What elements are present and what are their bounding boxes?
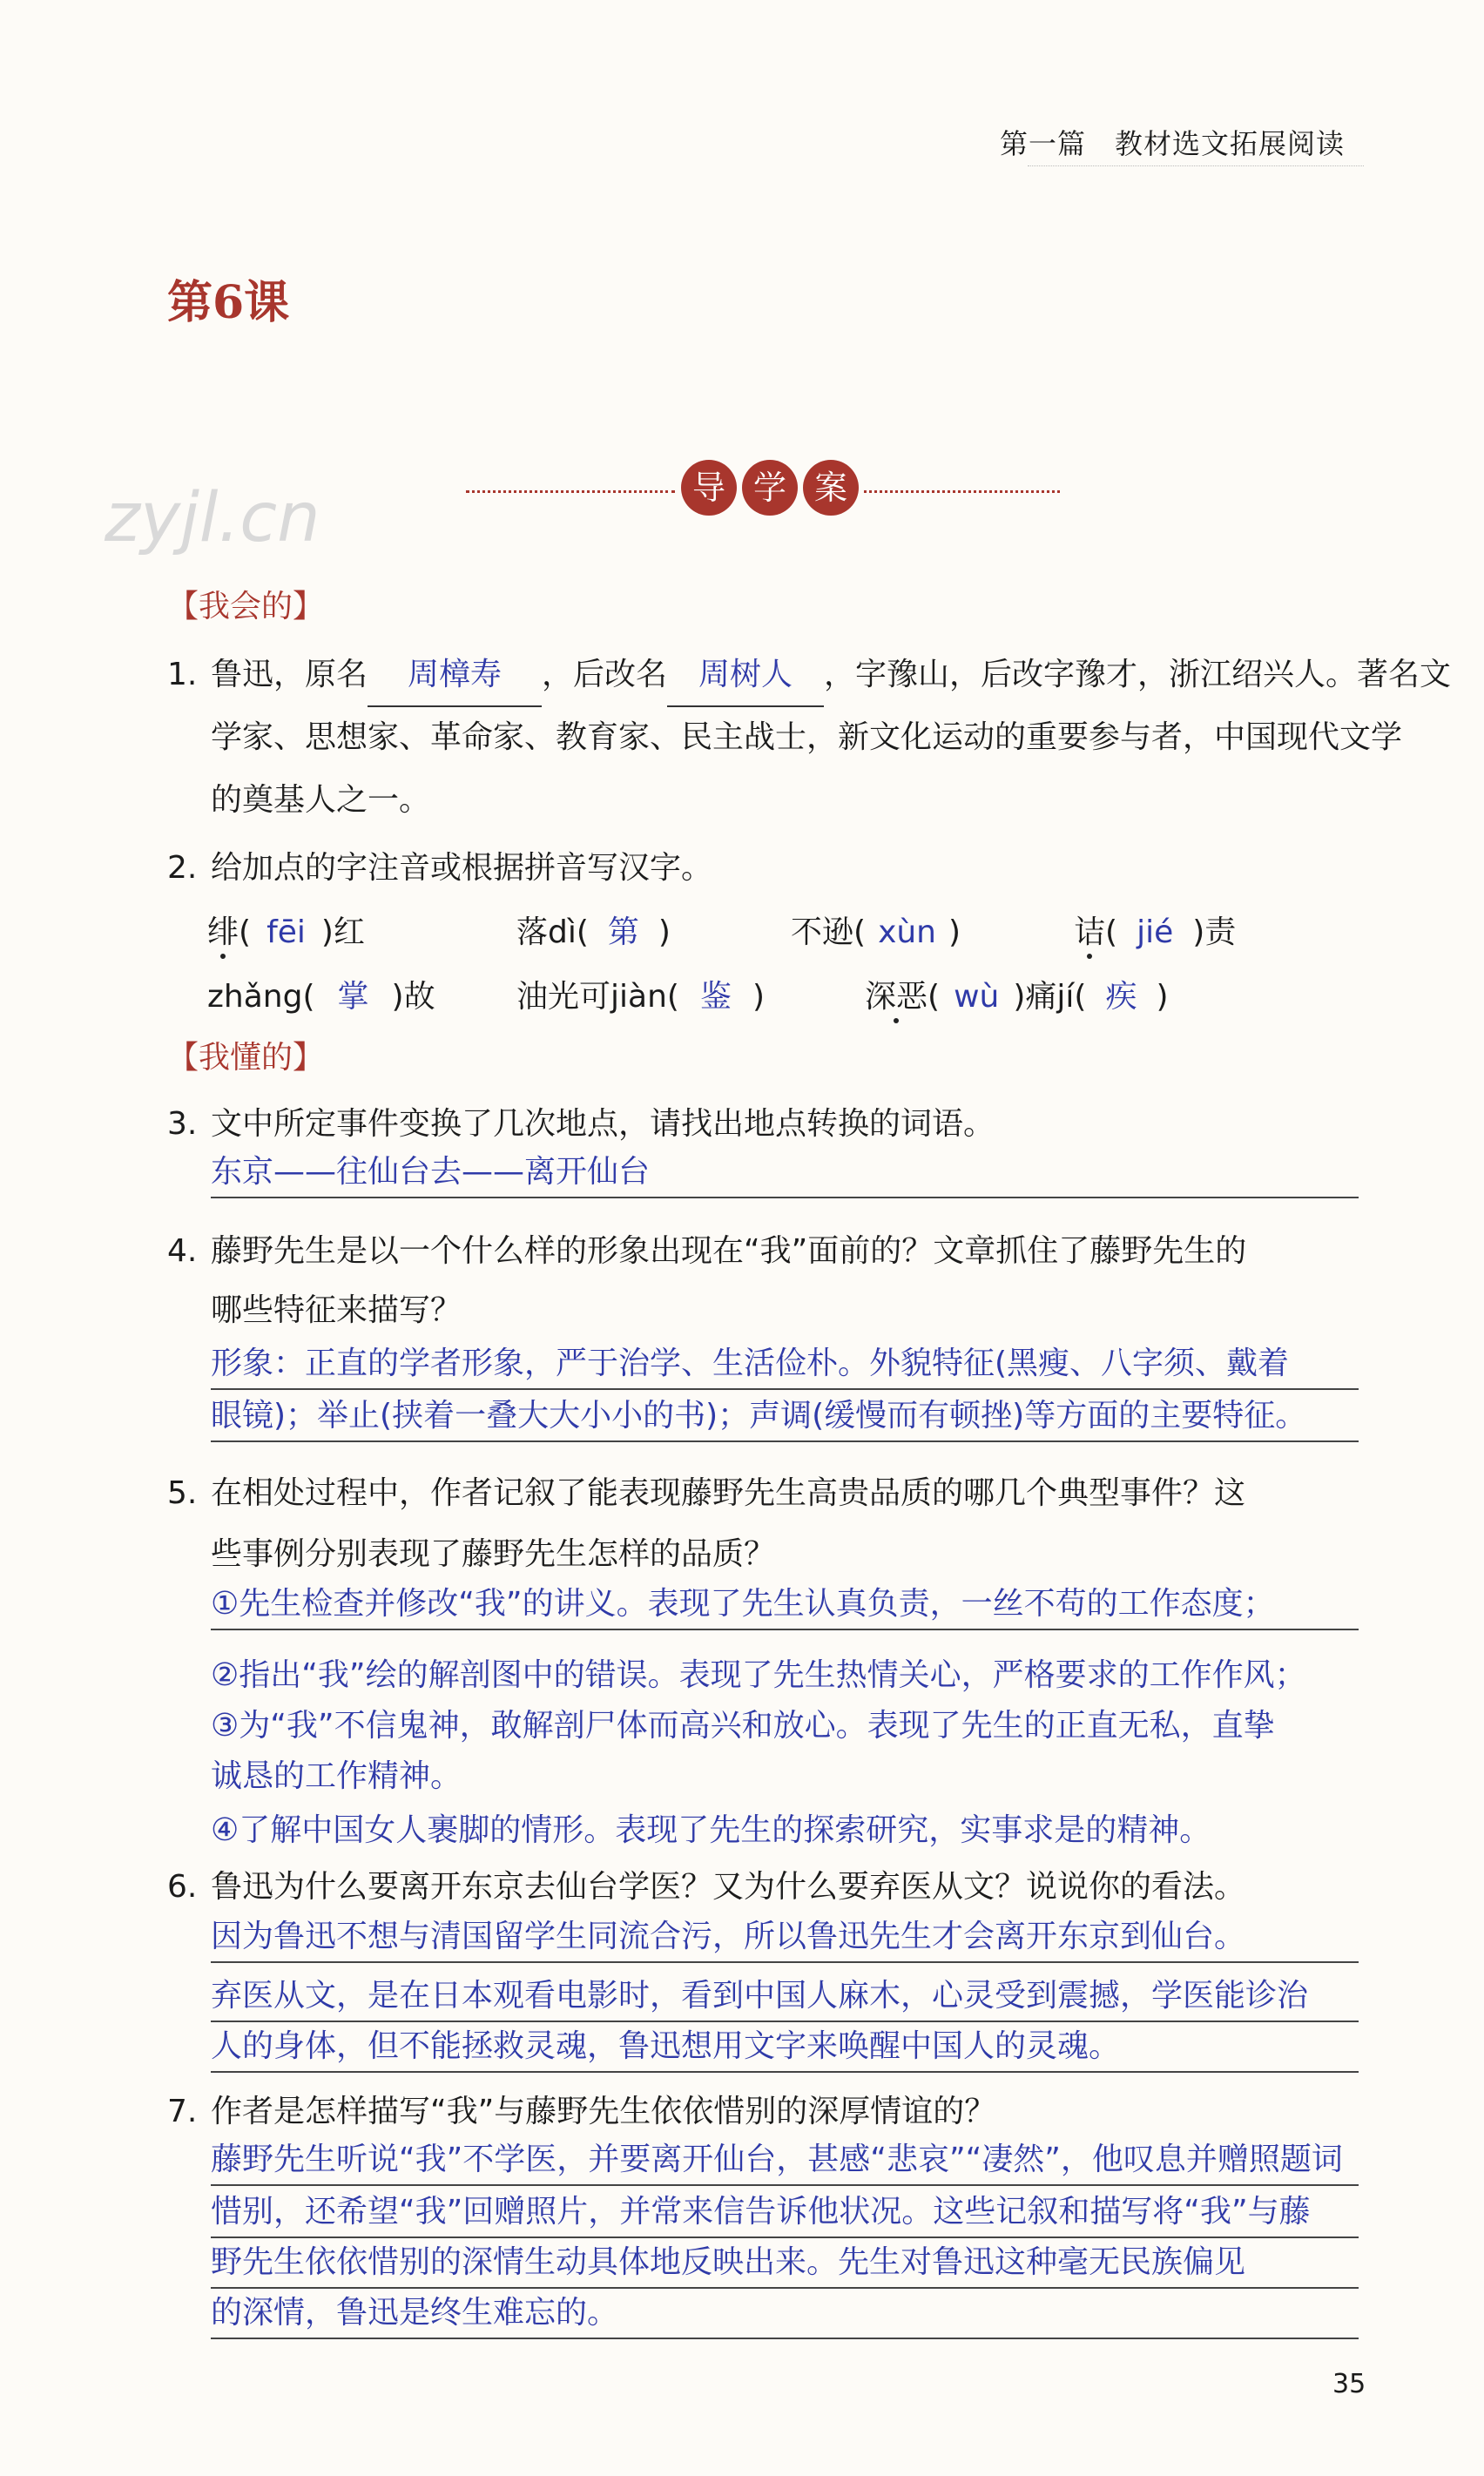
- q7-text: 作者是怎样描写“我”与藤野先生依依惜别的深厚情谊的？: [211, 2094, 996, 2129]
- q1-line1: [211, 644, 1451, 707]
- banner-seal-1: 导: [681, 460, 737, 516]
- q6-answer-1: 因为鲁迅不想与清国留学生同流合污，所以鲁迅先生才会离开东京到仙台。: [211, 1913, 1359, 1963]
- q1-text-1: 鲁迅，原名: [211, 657, 368, 692]
- q2-number: 2.: [167, 850, 198, 886]
- q7-answer-4: 的深情，鲁迅是终生难忘的。: [211, 2289, 1359, 2339]
- q7-answer-1: 藤野先生听说“我”不学医，并要离开仙台，甚感“悲哀”“凄然”，他叹息并赠照题词: [211, 2135, 1359, 2186]
- q4-line1: 藤野先生是以一个什么样的形象出现在“我”面前的？文章抓住了藤野先生的: [211, 1233, 1247, 1269]
- q5-answer-3: ③为“我”不信鬼神，敢解剖尸体而高兴和放心。表现了先生的正直无私，直挚: [211, 1708, 1275, 1744]
- q6-number: 6.: [167, 1869, 198, 1905]
- q2-item-7-char: 深恶: [865, 979, 928, 1015]
- q1-answer-2: 周树人: [667, 644, 824, 707]
- q4-answer-1: 形象：正直的学者形象，严于治学、生活俭朴。外貌特征(黑瘦、八字须、戴着: [211, 1339, 1359, 1390]
- q1-text-3: ，字豫山，后改字豫才，浙江绍兴人。著名文: [824, 657, 1452, 692]
- q2-item-5: zhǎng( 掌 )故: [207, 979, 435, 1015]
- q1-answer-1: 周樟寿: [368, 644, 542, 707]
- q7-answer-2: 惜别，还希望“我”回赠照片，并常来信告诉他状况。这些记叙和描写将“我”与藤: [211, 2188, 1359, 2238]
- q6-answer-2: 弃医从文，是在日本观看电影时，看到中国人麻木，心灵受到震撼，学医能诊治: [211, 1972, 1359, 2022]
- q2-item-3-answer: xùn: [878, 914, 936, 950]
- q2-item-2: 落dì( 第 ): [516, 914, 671, 950]
- q2-item-1-char: 绯: [207, 914, 239, 950]
- q2-item-6: 油光可jiàn( 鉴 ): [516, 979, 765, 1015]
- q1-number: 1.: [167, 657, 198, 692]
- banner-seal-3: 案: [803, 460, 859, 516]
- q5-answer-2: ②指出“我”绘的解剖图中的错误。表现了先生热情关心，严格要求的工作作风；: [211, 1657, 1306, 1693]
- q4-line2: 哪些特征来描写？: [211, 1292, 462, 1328]
- q5-number: 5.: [167, 1475, 198, 1511]
- q6-text: 鲁迅为什么要离开东京去仙台学医？又为什么要弃医从文？说说你的看法。: [211, 1869, 1246, 1905]
- q2-item-8-answer: 疾: [1105, 979, 1137, 1015]
- q2-item-4-char: 诘: [1074, 914, 1106, 950]
- lesson-title: 第6课: [167, 276, 290, 329]
- running-header: 第一篇 教材选文拓展阅读: [999, 127, 1345, 160]
- q4-number: 4.: [167, 1233, 198, 1269]
- q7-number: 7.: [167, 2094, 198, 2129]
- page-number: 35: [1332, 2369, 1366, 2399]
- banner-line-right: [864, 490, 1060, 493]
- q3-answer: 东京——往仙台去——离开仙台: [211, 1148, 1359, 1198]
- q5-answer-4: 诚恳的工作精神。: [211, 1758, 462, 1794]
- banner-seal-2: 学: [742, 460, 798, 516]
- q2-item-7-answer: wù: [954, 979, 1000, 1015]
- q2-item-4-answer: jié: [1137, 914, 1174, 950]
- q7-answer-3: 野先生依依惜别的深情生动具体地反映出来。先生对鲁迅这种毫无民族偏见: [211, 2238, 1359, 2289]
- q1-line2: 学家、思想家、革命家、教育家、民主战士，新文化运动的重要参与者，中国现代文学: [211, 719, 1403, 755]
- q5-answer-1: ①先生检查并修改“我”的讲义。表现了先生认真负责，一丝不苟的工作态度；: [211, 1580, 1359, 1630]
- q3-number: 3.: [167, 1106, 198, 1142]
- q2-item-2-answer: 第: [607, 914, 639, 950]
- section-heading-2: 【我懂的】: [167, 1040, 325, 1076]
- q2-item-4: 诘( jié )责: [1074, 914, 1237, 950]
- q4-answer-2: 眼镜)；举止(挟着一叠大大小小的书)；声调(缓慢而有顿挫)等方面的主要特征。: [211, 1392, 1359, 1442]
- q1-text-2: ，后改名: [542, 657, 668, 692]
- q6-answer-3: 人的身体，但不能拯救灵魂，鲁迅想用文字来唤醒中国人的灵魂。: [211, 2022, 1359, 2073]
- q2-item-3: 不逊( xùn ): [791, 914, 961, 950]
- q2-item-1: 绯( fēi )红: [207, 914, 365, 950]
- q5-line1: 在相处过程中，作者记叙了能表现藤野先生高贵品质的哪几个典型事件？这: [211, 1475, 1246, 1511]
- q5-line2: 些事例分别表现了藤野先生怎样的品质？: [211, 1536, 776, 1572]
- q5-answer-5: ④了解中国女人裹脚的情形。表现了先生的探索研究，实事求是的精神。: [211, 1812, 1211, 1848]
- q2-item-1-answer: fēi: [266, 914, 306, 950]
- q2-item-5-answer: 掌: [337, 979, 369, 1015]
- q1-line3: 的奠基人之一。: [211, 782, 431, 818]
- section-heading-1: 【我会的】: [167, 589, 325, 624]
- q2-text: 给加点的字注音或根据拼音写汉字。: [211, 850, 713, 886]
- q2-item-6-answer: 鉴: [699, 979, 732, 1015]
- header-rule: [1028, 165, 1364, 166]
- watermark: zyjl.cn: [105, 479, 320, 557]
- q3-text: 文中所定事件变换了几次地点，请找出地点转换的词语。: [211, 1106, 995, 1142]
- q2-item-7: 深恶( wù )痛jí( 疾 ): [865, 979, 1169, 1015]
- banner-line-left: [466, 490, 675, 493]
